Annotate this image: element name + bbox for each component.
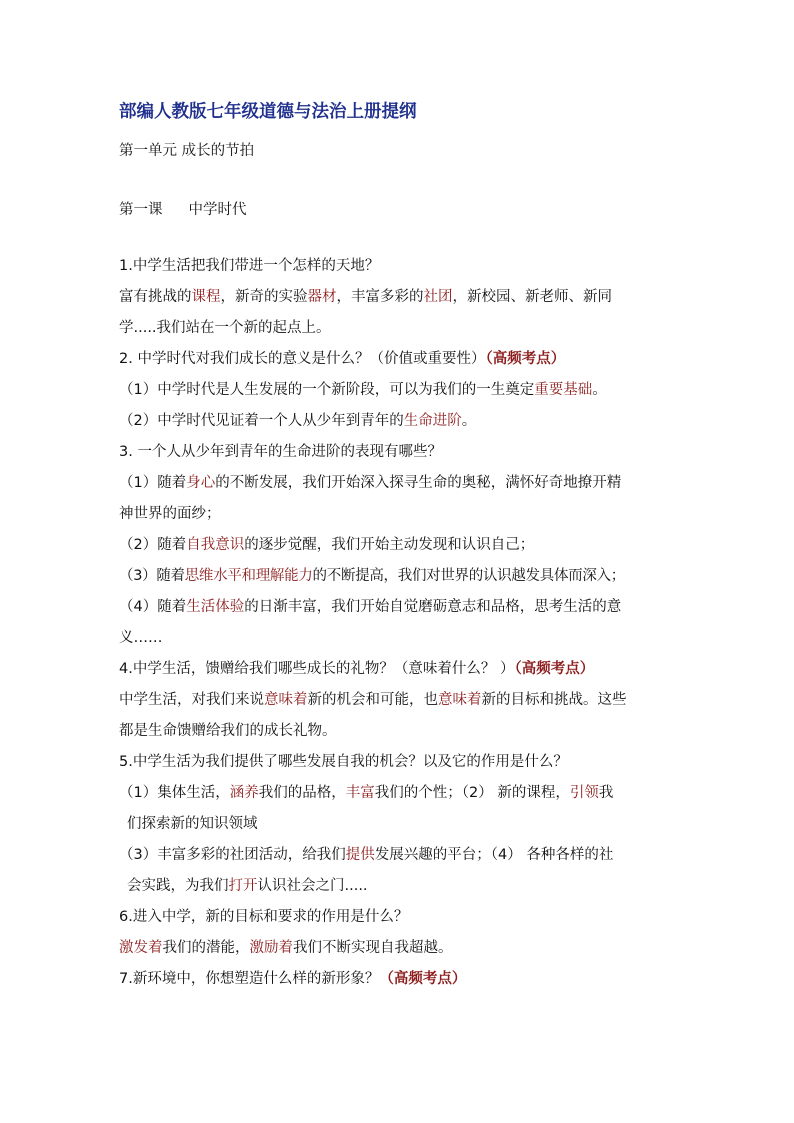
question-7: 7.新环境中，你想塑造什么样的新形象？（高频考点） xyxy=(119,971,467,987)
answer-1: 富有挑战的课程，新奇的实验器材，丰富多彩的社团，新校园、新老师、新同 xyxy=(119,289,612,305)
answer-5-line-2: （3）丰富多彩的社团活动，给我们提供发展兴趣的平台；（4） 各种各样的社 xyxy=(119,847,614,863)
answer-3-point-4-cont: 义…… xyxy=(119,630,163,646)
answer-6: 激发着我们的潜能，激励着我们不断实现自我超越。 xyxy=(119,940,453,956)
answer-4-cont: 都是生命馈赠给我们的成长礼物。 xyxy=(119,723,337,739)
answer-4: 中学生活，对我们来说意味着新的机会和可能，也意味着新的目标和挑战。这些 xyxy=(119,692,627,708)
answer-5-line-1-cont: 们探索新的知识领域 xyxy=(127,816,258,832)
answer-3-point-4: （4）随着生活体验的日渐丰富，我们开始自觉磨砺意志和品格，思考生活的意 xyxy=(119,599,622,615)
answer-3-point-1-cont: 神世界的面纱； xyxy=(119,506,221,522)
answer-2-point-2: （2）中学时代见证着一个人从少年到青年的生命进阶。 xyxy=(119,413,477,429)
question-5: 5.中学生活为我们提供了哪些发展自我的机会？以及它的作用是什么？ xyxy=(119,754,568,770)
high-frequency-badge: （高频考点） xyxy=(485,351,566,367)
lesson-heading xyxy=(119,195,681,226)
answer-5-line-1: （1）集体生活，涵养我们的品格，丰富我们的个性；（2） 新的课程，引领我 xyxy=(119,785,614,801)
answer-3-point-1: （1）随着身心的不断发展，我们开始深入探寻生命的奥秘，满怀好奇地撩开精 xyxy=(119,475,622,491)
answer-5-line-2-cont: 会实践，为我们打开认识社会之门..... xyxy=(127,878,368,894)
answer-1-cont: 学.....我们站在一个新的起点上。 xyxy=(119,320,331,336)
question-2: 2. 中学时代对我们成长的意义是什么？（价值或重要性）（高频考点） xyxy=(119,351,566,367)
unit-heading: 第一单元 成长的节拍 xyxy=(119,143,255,159)
question-4: 4.中学生活，馈赠给我们哪些成长的礼物？（意味着什么？ ）（高频考点） xyxy=(119,661,595,677)
lesson-number: 第一课 xyxy=(119,202,163,218)
high-frequency-badge: （高频考点） xyxy=(514,661,595,677)
answer-3-point-3: （3）随着思维水平和理解能力的不断提高，我们对世界的认识越发具体而深入； xyxy=(119,568,625,584)
lesson-name: 中学时代 xyxy=(188,202,247,218)
answer-2-point-1: （1）中学时代是人生发展的一个新阶段，可以为我们的一生奠定重要基础。 xyxy=(119,382,607,398)
answer-3-point-2: （2）随着自我意识的逐步觉醒，我们开始主动发现和认识自己； xyxy=(119,537,535,553)
document-body xyxy=(119,100,681,995)
document-title: 部编人教版七年级道德与法治上册提纲 xyxy=(119,102,417,122)
high-frequency-badge: （高频考点） xyxy=(379,971,467,987)
question-3: 3. 一个人从少年到青年的生命进阶的表现有哪些？ xyxy=(119,444,442,460)
question-1: 1.中学生活把我们带进一个怎样的天地？ xyxy=(119,258,380,274)
question-6: 6.进入中学，新的目标和要求的作用是什么？ xyxy=(119,909,409,925)
